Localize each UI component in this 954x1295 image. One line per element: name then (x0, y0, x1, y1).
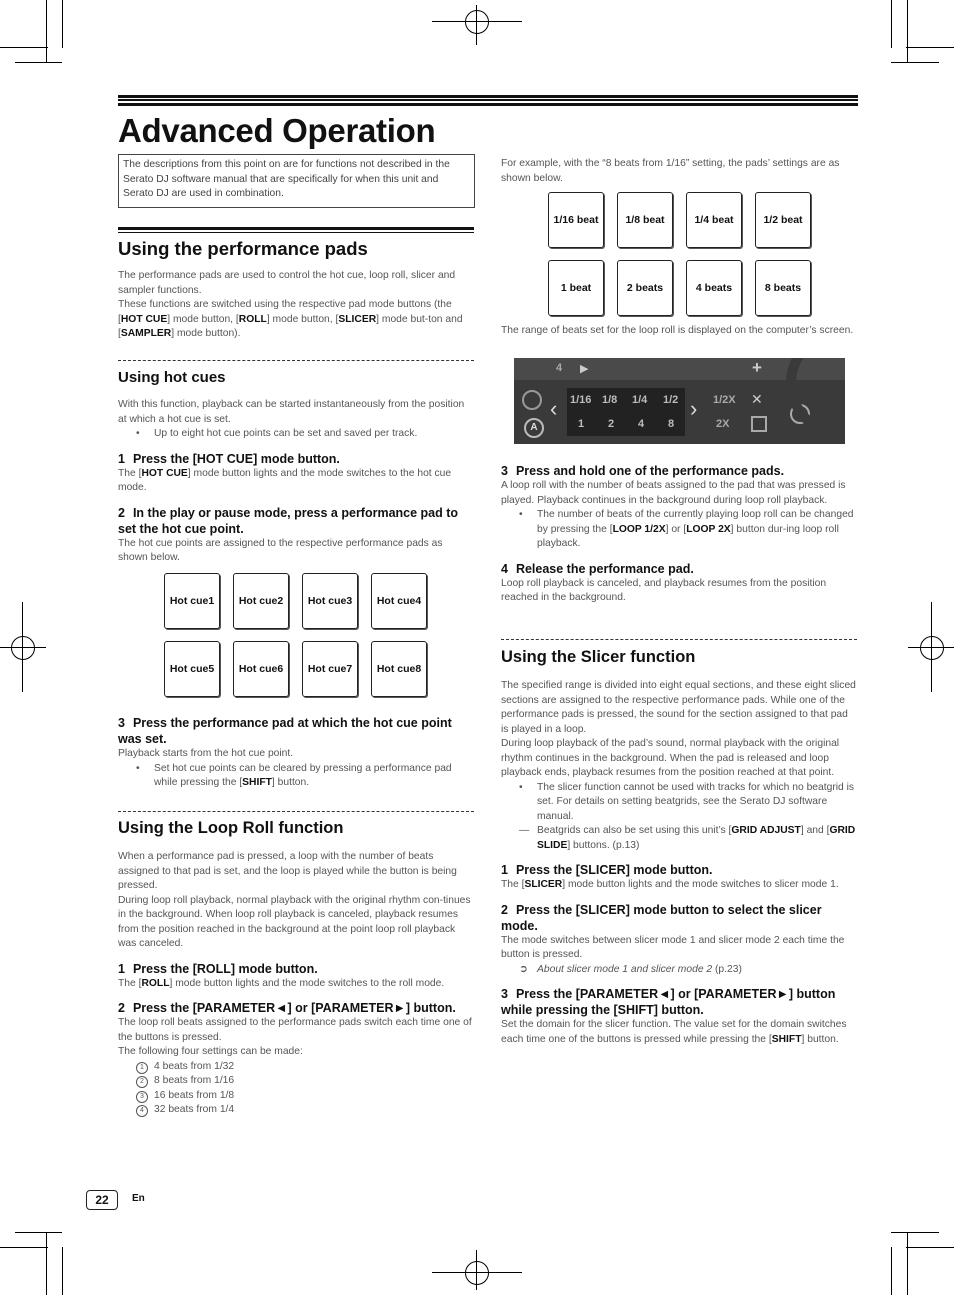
beat-cell: 1/16 (570, 394, 592, 406)
hot-cue-pad: Hot cue4 (371, 573, 427, 629)
section-heading: Using the performance pads (118, 238, 368, 259)
beat-pad: 2 beats (617, 260, 673, 316)
step-heading: 1 Press the [ROLL] mode button. (118, 961, 318, 976)
beat-pad: 1/16 beat (548, 192, 604, 248)
plus-icon: + (752, 358, 762, 377)
reference-item: ➲ About slicer mode 1 and slicer mode 2 (p.23) (519, 963, 742, 975)
section-divider (118, 811, 474, 812)
beat-cell: 4 (638, 418, 645, 430)
crop-mark (907, 1232, 908, 1295)
loop-roll-steps (501, 463, 857, 606)
hot-cue-pad: Hot cue7 (302, 641, 358, 697)
step-heading: 3 Press the performance pad at which the hot cue point was set. (118, 716, 452, 746)
header-rule (118, 95, 858, 98)
crop-mark (46, 1232, 47, 1295)
list-item: 2 8 beats from 1/16 (118, 1074, 474, 1089)
crop-mark (0, 1247, 48, 1248)
paragraph: The loop roll beats assigned to the performance pads switch each time one of the buttons is pressed. (118, 1017, 472, 1043)
registration-circle (465, 1261, 489, 1285)
play-icon: ▶ (580, 363, 589, 375)
dash-item: — Beatgrids can also be set using this unit’s [GRID ADJUST] and [GRID SLIDE] buttons. (p.13) (519, 825, 856, 851)
bullet-item: • Set hot cue points can be cleared by pressing a performance pad while pressing the [SHIFT] button. (136, 762, 452, 788)
crop-mark (62, 1247, 63, 1295)
hot-cue-pad: Hot cue2 (233, 573, 289, 629)
paragraph: Set the domain for the slicer function. The value set for the domain switches each time one of the buttons is pressed while pressing the [SHIFT] button. (501, 1019, 847, 1045)
crop-mark (906, 47, 954, 48)
step-heading: 3 Press and hold one of the performance pads. (501, 464, 785, 478)
hot-cue-pad: Hot cue3 (302, 573, 358, 629)
paragraph: These functions are switched using the respective pad mode buttons (the [HOT CUE] mode button, [ROLL] mode button, [SLICER] mode but-ton and [SAMPLER] mode button). (118, 299, 463, 339)
paragraph: For example, with the “8 beats from 1/16” setting, the pads’ settings are as shown below. (501, 158, 840, 184)
paragraph: Loop roll playback is canceled, and playback resumes from the position reached in the background. (501, 577, 827, 603)
hot-cues-step3 (118, 715, 474, 791)
section-divider (501, 639, 857, 640)
software-screenshot (514, 358, 845, 444)
loop-roll-range (501, 324, 857, 339)
crop-mark (891, 1232, 939, 1233)
auto-icon: A (524, 418, 544, 438)
section-rule (118, 227, 474, 230)
step-heading: 2 In the play or pause mode, press a performance pad to set the hot cue point. (118, 505, 459, 536)
paragraph: When a performance pad is pressed, a loop with the number of beats assigned to that pad is set, and the loop is played while the button is being pressed. (118, 851, 457, 891)
list-item: 1 4 beats from 1/32 (118, 1060, 474, 1075)
platter-graphic (786, 358, 845, 438)
subsection-heading: Using the Loop Roll function (118, 819, 344, 837)
beat-cell: 1 (578, 418, 585, 430)
crop-mark (906, 1247, 954, 1248)
beat-pad: 1/8 beat (617, 192, 673, 248)
paragraph: The performance pads are used to control the hot cue, loop roll, slicer and sampler functions. (118, 270, 456, 296)
beat-pad: 4 beats (686, 260, 742, 316)
slicer-section (501, 648, 857, 1047)
section-divider (118, 360, 474, 361)
crop-mark (891, 1247, 892, 1295)
intro-note: The descriptions from this point on are for functions not described in the Serato DJ software manual that are specifically for when this unit and Serato DJ are used in combination. (118, 154, 475, 208)
save-icon (751, 416, 767, 432)
paragraph: The range of beats set for the loop roll is displayed on the computer’s screen. (501, 325, 854, 336)
beat-pad: 1 beat (548, 260, 604, 316)
screen-label: 4 (556, 362, 563, 374)
step-heading: 1 Press the [SLICER] mode button. (501, 863, 713, 877)
hot-cue-pad: Hot cue8 (371, 641, 427, 697)
close-icon: ✕ (751, 391, 763, 407)
bullet-item: • Up to eight hot cue points can be set and saved per track. (136, 428, 418, 439)
hot-cue-pad: Hot cue5 (164, 641, 220, 697)
hot-cue-pad: Hot cue1 (164, 573, 220, 629)
beat-cell: 1/4 (632, 394, 648, 406)
page-title: Advanced Operation (118, 112, 436, 149)
subsection-heading: Using the Slicer function (501, 648, 696, 666)
crop-mark (46, 0, 47, 62)
paragraph: Playback starts from the hot cue point. (118, 748, 294, 759)
beat-cell: 8 (668, 418, 675, 430)
registration-circle (11, 636, 35, 660)
hot-cues-section (118, 369, 474, 566)
loop-roll-section (118, 819, 474, 1118)
paragraph: The specified range is divided into eight equal sections, and these eight sliced sections are assigned to the respective performance pads. While one of the performance pads is pressed, the sound for the section assigned to that pad is played in a loop. (501, 680, 856, 735)
header-rule (118, 103, 858, 106)
paragraph: The hot cue points are assigned to the respective performance pads as shown below. (118, 537, 443, 563)
paragraph: During loop roll playback, normal playback with the original rhythm con-tinues in the background. When loop roll playback is canceled, playback resumes from the position reached in the background at the point loop roll playback was canceled. (118, 894, 471, 949)
language-code: En (132, 1193, 145, 1204)
bullet-item: • The number of beats of the currently playing loop roll can be changed by pressing the [LOOP 1/2X] or [LOOP 2X] button dur-ing loop roll playback. (519, 509, 854, 549)
beat-cell: 1/8 (602, 394, 618, 406)
crop-mark (891, 62, 939, 63)
step-heading: 4 Release the performance pad. (501, 561, 694, 576)
loop-double-button: 2X (716, 418, 730, 430)
crop-mark (907, 0, 908, 62)
paragraph: The [SLICER] mode button lights and the mode switches to slicer mode 1. (501, 879, 839, 890)
paragraph: The following four settings can be made: (118, 1046, 303, 1057)
performance-pads-section (118, 238, 474, 342)
sync-icon (522, 390, 542, 410)
paragraph: The mode switches between slicer mode 1 and slicer mode 2 each time the button is pressed. (501, 934, 845, 960)
header-rule (118, 99, 858, 101)
prev-icon: ‹ (550, 396, 558, 421)
crop-mark (0, 47, 48, 48)
beat-cell: 1/2 (663, 394, 679, 406)
crop-mark (15, 62, 62, 63)
beat-pad: 1/2 beat (755, 192, 811, 248)
step-heading: 1 Press the [HOT CUE] mode button. (118, 451, 340, 466)
list-item: 4 32 beats from 1/4 (118, 1103, 474, 1118)
registration-circle (920, 636, 944, 660)
step-heading: 2 Press the [SLICER] mode button to select the slicer mode. (501, 902, 822, 933)
subsection-heading: Using hot cues (118, 369, 226, 386)
beat-pad: 1/4 beat (686, 192, 742, 248)
step-heading: 3 Press the [PARAMETER◄] or [PARAMETER►] button while pressing the [SHIFT] button. (501, 987, 836, 1017)
beat-cell: 2 (608, 418, 615, 430)
beat-pad: 8 beats (755, 260, 811, 316)
paragraph: With this function, playback can be started instantaneously from the position at which a hot cue is set. (118, 399, 465, 425)
loop-roll-example (501, 157, 857, 186)
paragraph: The [ROLL] mode button lights and the mode switches to the roll mode. (118, 977, 445, 989)
list-item: 3 16 beats from 1/8 (118, 1089, 474, 1104)
page-number: 22 (86, 1190, 118, 1210)
hot-cue-pad: Hot cue6 (233, 641, 289, 697)
crop-mark (15, 1232, 62, 1233)
paragraph: A loop roll with the number of beats assigned to the pad that was pressed is played. Playback continues in the background during loop roll playback. (501, 480, 846, 506)
paragraph: During loop playback of the pad’s sound, normal playback with the original rhythm continues in the background. When the pad is released and loop playback ends, playback resumes from the position reached at that point. (501, 738, 840, 778)
bullet-item: • The slicer function cannot be used with tracks for which no beatgrid is set. For details on setting beatgrids, see the Serato DJ software manual. (519, 781, 855, 822)
next-icon: › (690, 396, 698, 421)
registration-circle (465, 10, 489, 34)
paragraph: The [HOT CUE] mode button lights and the mode switches to the hot cue mode. (118, 467, 452, 493)
loop-half-button: 1/2X (713, 394, 736, 406)
step-heading: 2 Press the [PARAMETER◄] or [PARAMETER►] button. (118, 1001, 456, 1015)
crop-mark (62, 0, 63, 48)
crop-mark (891, 0, 892, 48)
